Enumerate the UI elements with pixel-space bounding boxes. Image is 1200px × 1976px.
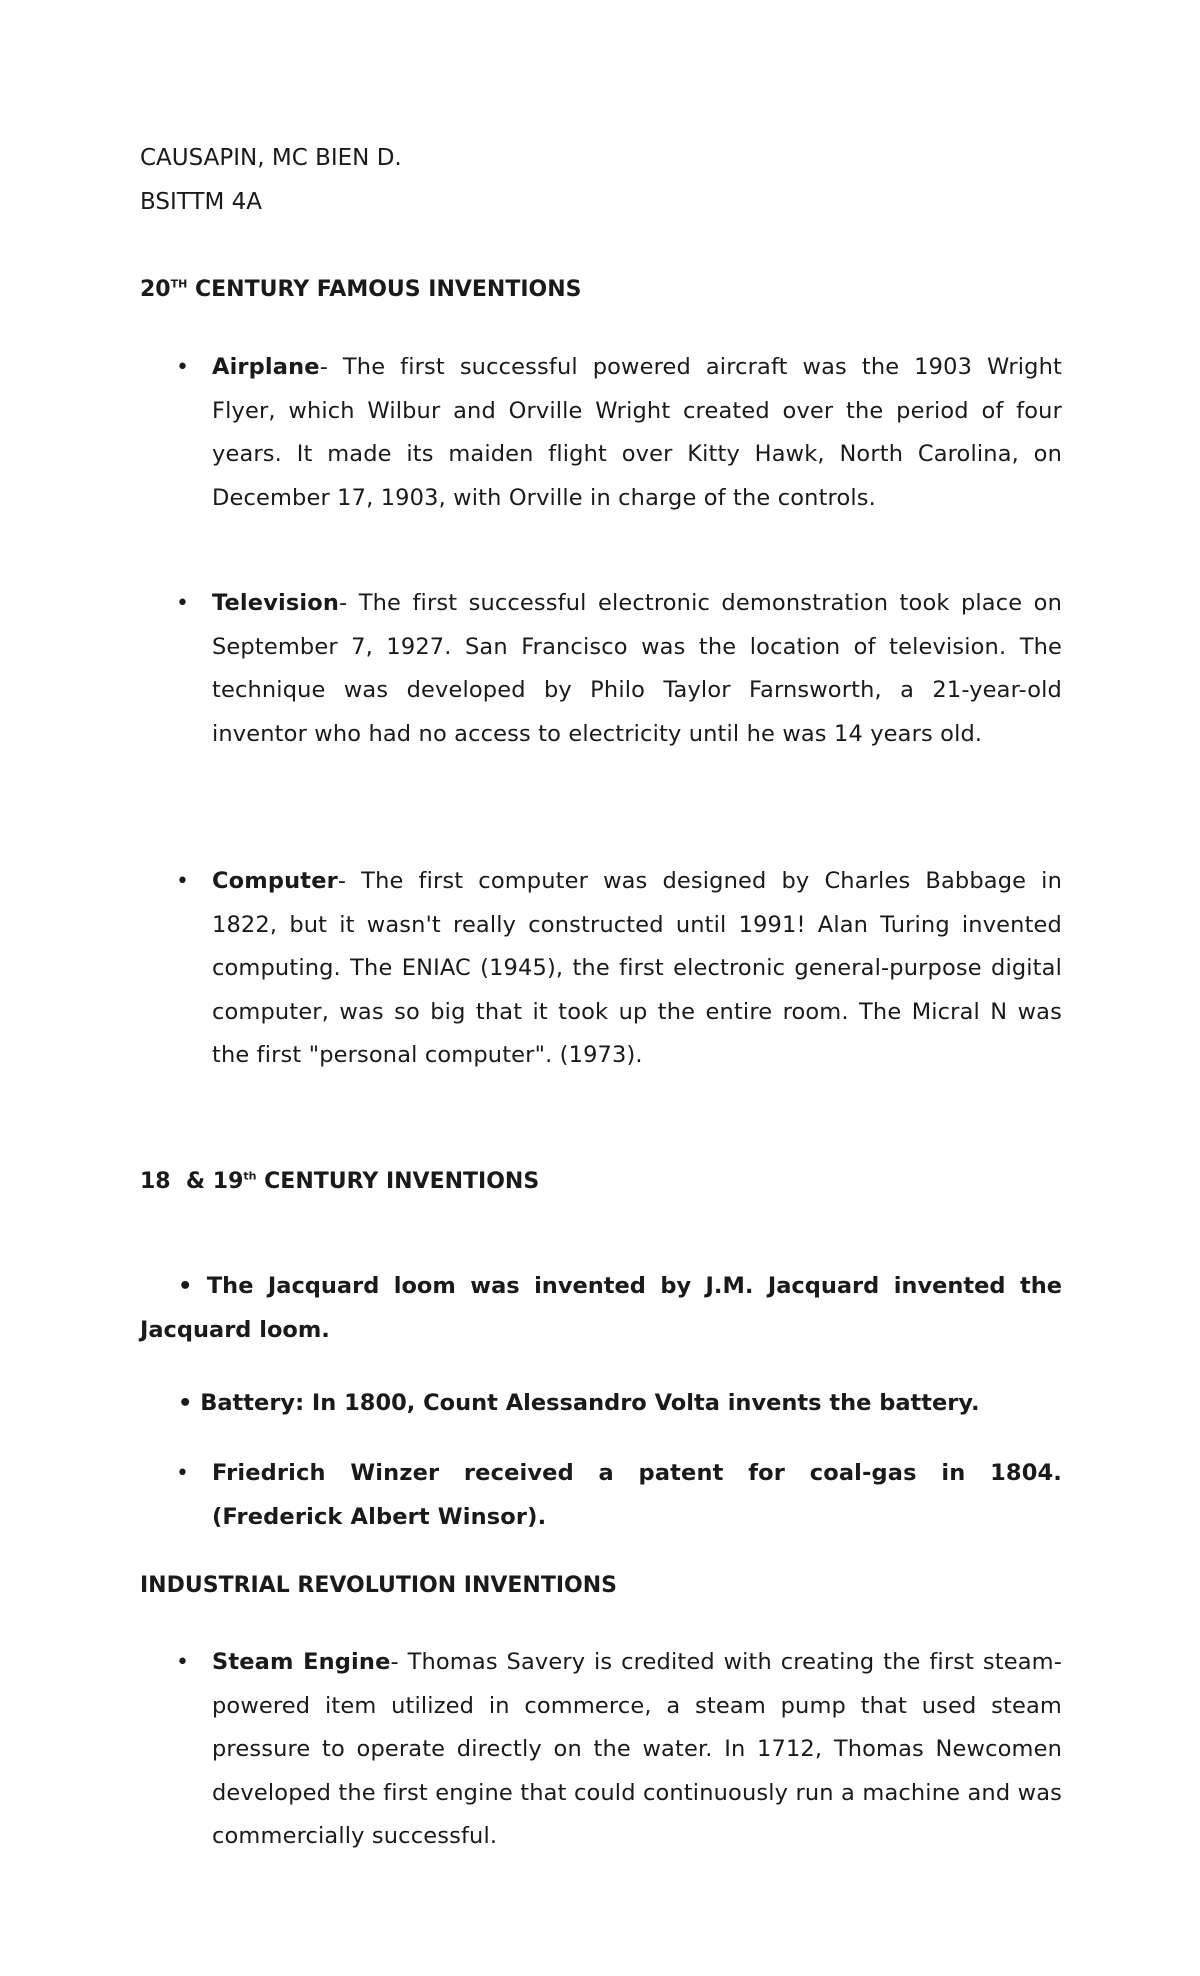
item-term: Steam Engine: [212, 1649, 391, 1675]
section-heading-18-19th-century: [140, 1160, 539, 1204]
section-heading-industrial-revolution: INDUSTRIAL REVOLUTION INVENTIONS: [140, 1573, 617, 1598]
bullet-icon: •: [176, 1461, 189, 1486]
item-term: Airplane: [212, 354, 320, 380]
item-term: Television: [212, 590, 340, 616]
student-course: BSITTM 4A: [140, 189, 262, 215]
item-term: Computer: [212, 868, 338, 894]
bullet-icon: •: [176, 869, 189, 894]
bullet-icon: •: [176, 591, 189, 616]
item-text: - The first computer was designed by Charles Babbage in 1822, but it wasn't really constructed until 1991! Alan Turing invented computing. The ENIAC (1945), the first electronic general-purpose digital computer, was so big that it took up the entire room. The Micral N was the first "personal computer". (1973).: [212, 868, 1062, 1069]
list-item-steam-engine: [212, 1641, 1062, 1859]
heading-rest: CENTURY FAMOUS INVENTIONS: [187, 277, 582, 302]
item-text: - Thomas Savery is credited with creating the first steam-powered item utilized in commerce, a steam pump that used steam pressure to operate directly on the water. In 1712, Thomas Newcomen developed the first engine that could continuously run a machine and was commercially successful.: [212, 1649, 1062, 1850]
heading-prefix: 18 & 19: [140, 1169, 244, 1194]
list-item-battery: • Battery: In 1800, Count Alessandro Volta invents the battery.: [178, 1390, 980, 1416]
list-item-coal-gas: Friedrich Winzer received a patent for coal-gas in 1804. (Frederick Albert Winsor).: [212, 1460, 1062, 1530]
item-text: - The first successful powered aircraft was the 1903 Wright Flyer, which Wilbur and Orville Wright created over the period of four years. It made its maiden flight over Kitty Hawk, North Carolina, on December 17, 1903, with Orville in charge of the controls.: [212, 354, 1062, 511]
list-item-jacquard-loom: • The Jacquard loom was invented by J.M. Jacquard invented the Jacquard loom.: [140, 1273, 1062, 1343]
list-item-computer: [212, 860, 1062, 1078]
section-heading-20th-century: [140, 268, 582, 312]
heading-rest: CENTURY INVENTIONS: [256, 1169, 540, 1194]
heading-prefix: 20: [140, 277, 171, 302]
bullet-icon: •: [176, 355, 189, 380]
list-item-airplane: [212, 346, 1062, 520]
heading-superscript: TH: [170, 277, 188, 291]
heading-superscript: th: [243, 1169, 257, 1183]
bullet-icon: •: [176, 1650, 189, 1675]
list-item-television: [212, 582, 1062, 756]
student-name: CAUSAPIN, MC BIEN D.: [140, 145, 402, 171]
item-text: - The first successful electronic demonstration took place on September 7, 1927. San Francisco was the location of television. The technique was developed by Philo Taylor Farnsworth, a 21-year-old inventor who had no access to electricity until he was 14 years old.: [212, 590, 1062, 747]
